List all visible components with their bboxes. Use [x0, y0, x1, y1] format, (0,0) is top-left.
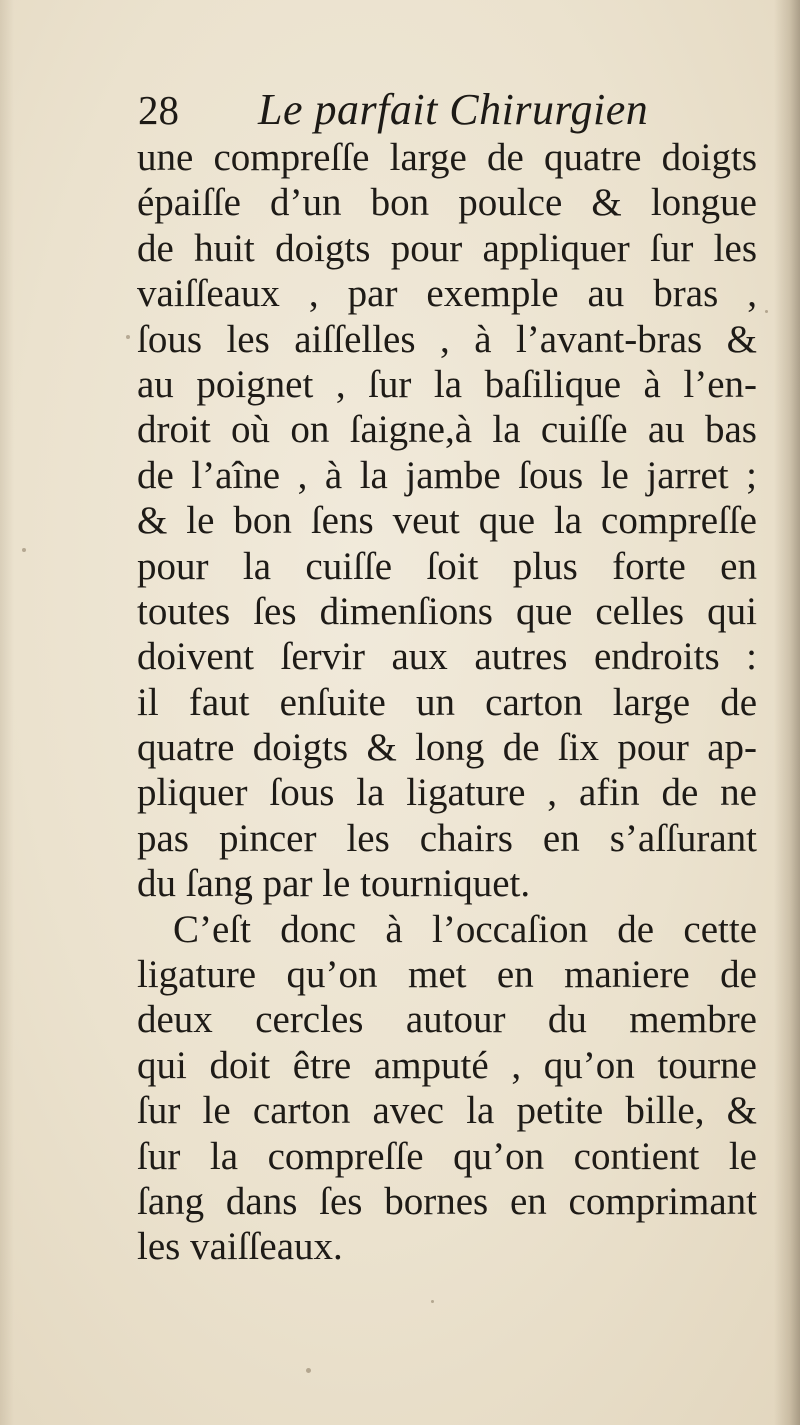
page-left-shadow — [0, 0, 14, 1425]
text-line: du ſang par le tourniquet. — [137, 862, 531, 906]
text-line: pliquer ſous la ligature , afin de ne — [137, 771, 757, 815]
text-line: deux cercles autour du membre — [137, 998, 757, 1042]
text-line: ſur la compreſſe qu’on contient le — [137, 1134, 757, 1178]
text-line: C’eſt donc à l’occaſion de cette — [173, 907, 757, 951]
text-line: toutes ſes dimenſions que celles qui — [137, 589, 757, 633]
text-line: quatre doigts & long de ſix pour ap- — [137, 726, 757, 770]
running-title: Le parfait Chirurgien — [258, 85, 649, 134]
body-text — [137, 135, 757, 1270]
text-line: ligature qu’on met en maniere de — [137, 953, 757, 997]
text-line: ſous les aiſſelles , à l’avant-bras & — [137, 317, 757, 361]
text-line: de huit doigts pour appliquer ſur les — [137, 226, 757, 270]
text-line: épaiſſe d’un bon poulce & longue — [137, 181, 757, 225]
text-line: ſur le carton avec la petite bille, & — [137, 1089, 757, 1133]
text-line: droit où on ſaigne,à la cuiſſe au bas — [137, 408, 757, 452]
text-line: vaiſſeaux , par exemple au bras , — [137, 272, 757, 316]
text-line: de l’aîne , à la jambe ſous le jarret ; — [137, 453, 757, 497]
page-header — [138, 80, 698, 140]
text-line: au poignet , ſur la baſilique à l’en- — [137, 362, 757, 406]
text-line: une compreſſe large de quatre doigts — [137, 136, 757, 179]
text-line: pour la cuiſſe ſoit plus forte en — [137, 544, 757, 588]
text-line: doivent ſervir aux autres endroits : — [137, 635, 757, 679]
page-number: 28 — [138, 87, 179, 133]
text-line: qui doit être amputé , qu’on tourne — [137, 1043, 757, 1087]
text-line: il faut enſuite un carton large de — [137, 680, 757, 724]
text-line: ſang dans ſes bornes en comprimant — [137, 1180, 757, 1223]
text-line: & le bon ſens veut que la compreſſe — [137, 499, 757, 543]
text-line: pas pincer les chairs en s’aſſurant — [137, 816, 757, 860]
page-binding-shadow — [774, 0, 800, 1425]
paragraph — [137, 135, 757, 907]
paragraph — [137, 907, 757, 1270]
text-line: les vaiſſeaux. — [137, 1225, 343, 1269]
